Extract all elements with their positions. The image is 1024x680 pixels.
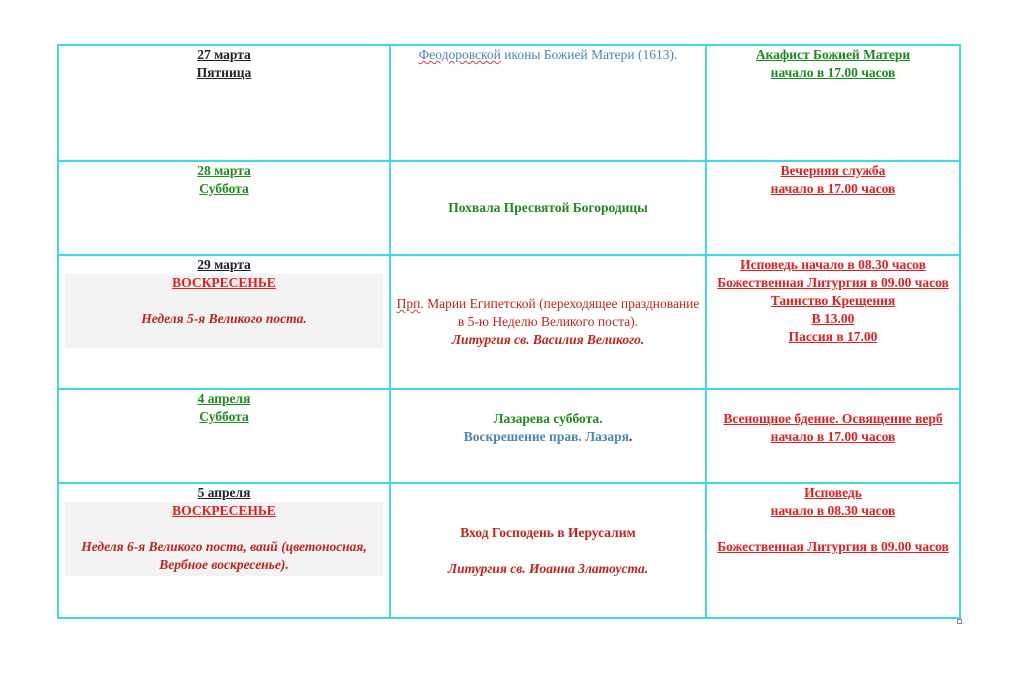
service-line: Исповедь (804, 485, 862, 500)
service-line: начало в 17.00 часов (770, 65, 896, 80)
service-line: Акафист Божией Матери (755, 47, 911, 62)
table-row (58, 389, 960, 483)
date-label: 5 апреля (197, 485, 251, 500)
service-line: В 13.00 (811, 311, 855, 326)
feast-text (395, 428, 701, 446)
liturgy-text: Литургия св. Василия Великого. (451, 332, 645, 347)
service-line: Вечерняя служба (780, 163, 886, 178)
service-cell (706, 45, 960, 161)
schedule-table (57, 44, 961, 619)
service-line: начало в 17.00 часов (770, 181, 896, 196)
service-line: начало в 08.30 часов (770, 503, 896, 518)
service-line: начало в 17.00 часов (770, 429, 896, 444)
highlight-box (65, 502, 383, 576)
feast-text-rest: иконы Божией Матери (1613). (500, 47, 678, 62)
date-cell (58, 255, 390, 389)
service-cell (706, 483, 960, 618)
highlight-box (65, 274, 383, 348)
table-row (58, 483, 960, 618)
service-cell (706, 255, 960, 389)
service-line: Божественная Литургия в 09.00 часов (717, 275, 949, 290)
service-line: Таинство Крещения (770, 293, 896, 308)
feast-cell (390, 45, 706, 161)
service-cell (706, 389, 960, 483)
feast-text-rest: . Марии Египетской (переходящее празднование в 5-ю Неделю Великого поста). (420, 296, 700, 329)
spacer (711, 520, 955, 538)
weekday-label: Суббота (199, 409, 249, 424)
feast-text-spellcheck: Феодоровской (418, 47, 501, 62)
weekday-label: ВОСКРЕСЕНЬЕ (172, 503, 276, 518)
weekday-label: Суббота (199, 181, 249, 196)
week-note: Неделя 5-я Великого поста. (141, 311, 307, 326)
weekday-label: ВОСКРЕСЕНЬЕ (172, 275, 276, 290)
feast-cell (390, 389, 706, 483)
feast-text-main: Воскрешение прав. Лазаря (463, 429, 629, 444)
feast-text: Лазарева суббота. (493, 411, 603, 426)
service-cell (706, 161, 960, 255)
weekday-label: Пятница (196, 65, 252, 80)
feast-text: Вход Господень в Иерусалим (460, 524, 636, 540)
spacer (67, 520, 381, 538)
date-label: 28 марта (197, 163, 251, 178)
feast-text-spellcheck: Прп (396, 296, 421, 311)
service-line: Всенощное бдение. Освящение верб (723, 411, 943, 426)
feast-text (419, 47, 678, 62)
date-cell (58, 45, 390, 161)
feast-cell (390, 483, 706, 618)
table-resize-handle[interactable] (957, 619, 962, 624)
feast-cell (390, 255, 706, 389)
feast-text-end: . (628, 429, 633, 444)
liturgy-text: Литургия св. Иоанна Златоуста. (447, 560, 649, 576)
date-label: 27 марта (197, 47, 251, 62)
service-line: Божественная Литургия в 09.00 часов (717, 539, 949, 554)
date-cell (58, 389, 390, 483)
spacer (395, 542, 701, 560)
spacer (67, 292, 381, 310)
feast-text (395, 295, 701, 331)
feast-text: Похвала Пресвятой Богородицы (448, 200, 648, 215)
service-line: Пассия в 17.00 (788, 329, 878, 344)
date-cell (58, 483, 390, 618)
table-row (58, 255, 960, 389)
feast-cell (390, 161, 706, 255)
table-row (58, 45, 960, 161)
table-row (58, 161, 960, 255)
service-line: Исповедь начало в 08.30 часов (740, 257, 926, 272)
date-cell (58, 161, 390, 255)
date-label: 29 марта (197, 257, 251, 272)
week-note: Неделя 6-я Великого поста, ваий (цветоносная, Вербное воскресенье). (81, 539, 367, 572)
date-label: 4 апреля (197, 391, 251, 406)
